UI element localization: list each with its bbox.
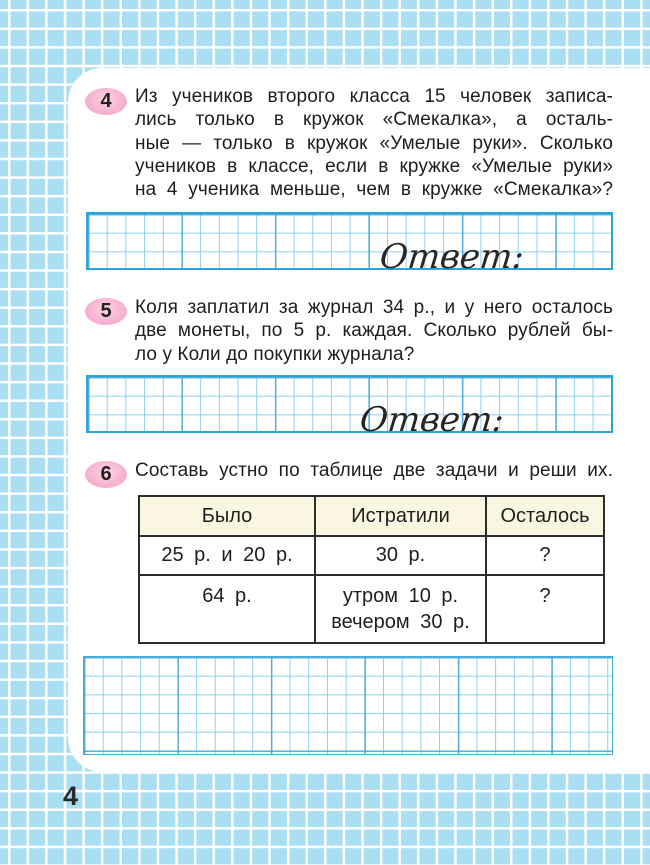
problem-4-text-line: учеников в классе, если в кружке «Умелые руки»	[135, 155, 613, 177]
problem-4-text-line: Из учеников второго класса 15 человек записа-	[135, 86, 613, 107]
answer-grid-problem-4[interactable]	[86, 212, 613, 277]
table-cell-left: ?	[486, 575, 604, 643]
table-header-ostalos: Осталось	[486, 496, 604, 536]
problem-4-text-line: на 4 ученика меньше, чем в кружке «Смекалка»?	[135, 179, 613, 201]
problems-table	[138, 495, 605, 644]
table-cell-bylo: 25 р. и 20 р.	[139, 536, 315, 575]
problem-6-text	[135, 459, 613, 482]
problem-5-text-line: Коля заплатил за журнал 34 р., и у него осталось	[135, 297, 613, 318]
problem-4-number: 4	[100, 90, 112, 112]
problem-4-text	[135, 85, 613, 201]
table-cell-spent	[315, 575, 486, 643]
problem-6-badge	[85, 461, 127, 488]
work-grid[interactable]	[83, 656, 613, 755]
table-cell-spent-line: утром 10 р.	[342, 585, 459, 607]
worksheet-page	[68, 68, 650, 772]
table-header-bylo: Было	[139, 496, 315, 536]
table-cell-spent-line: вечером 30 р.	[331, 611, 470, 633]
problem-5-text-line: две монеты, по 5 р. каждая. Сколько рублей бы-	[135, 320, 613, 342]
problem-4-text-line: лись только в кружок «Смекалка», а осталь-	[135, 109, 613, 131]
table-header-row	[139, 496, 604, 536]
table-row	[139, 536, 604, 575]
table-row	[139, 575, 604, 643]
problem-6-number: 6	[100, 463, 112, 485]
answer-grid-problem-5[interactable]	[86, 375, 613, 440]
table-cell-bylo: 64 р.	[139, 575, 315, 643]
problem-4-text-line: ные — только в кружок «Умелые руки». Сколько	[135, 132, 613, 154]
table-header-istratili: Истратили	[315, 496, 486, 536]
table-cell-spent: 30 р.	[315, 536, 486, 575]
problem-4-badge	[85, 88, 127, 115]
table-cell-left: ?	[486, 536, 604, 575]
page-number: 4	[63, 781, 79, 811]
problem-5-number: 5	[100, 300, 112, 322]
problem-5-text-line: ло у Коли до покупки журнала?	[135, 343, 415, 365]
problem-6-text-line: Составь устно по таблице две задачи и реши их.	[135, 460, 613, 481]
problem-5-text	[135, 296, 613, 366]
answer-label: Ответ:	[377, 237, 526, 277]
answer-label: Ответ:	[357, 400, 506, 440]
problem-5-badge	[85, 298, 127, 325]
